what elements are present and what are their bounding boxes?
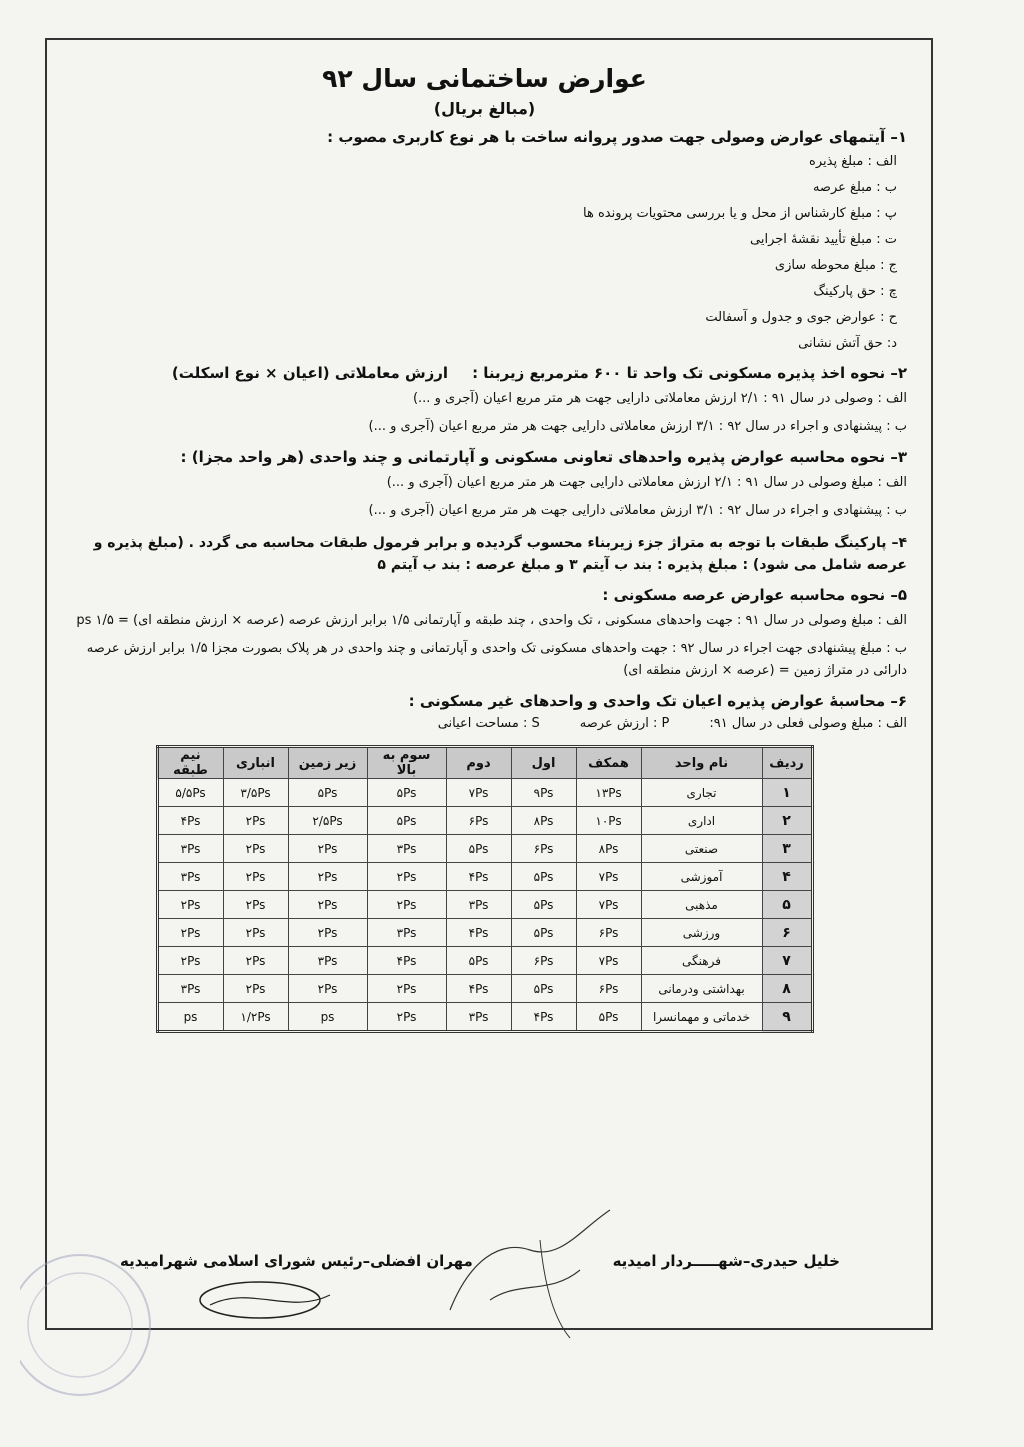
- section-2-formula: ارزش معاملاتی (اعیان × نوع اسکلت): [171, 364, 449, 382]
- rate-cell: ۷Ps: [576, 891, 641, 919]
- rate-cell: ۳Ps: [446, 1003, 511, 1032]
- unit-name: صنعتی: [641, 835, 762, 863]
- rate-cell: ۸Ps: [576, 835, 641, 863]
- rate-cell: ۲Ps: [367, 863, 446, 891]
- rate-cell: ۲Ps: [367, 975, 446, 1003]
- mayor-signature-image: [430, 1200, 630, 1340]
- rate-cell: ۱۳Ps: [576, 779, 641, 807]
- section-5-heading: ۵– نحوه محاسبه عوارض عرصه مسکونی :: [602, 586, 907, 604]
- rate-cell: ۸Ps: [511, 807, 576, 835]
- section-1-item: د: حق آتش نشانی: [798, 336, 897, 351]
- section-4-text: ۴– پارکینگ طبقات با توجه به متراژ جزء زیربناء محسوب گردیده و برابر فرمول طبقات محاسبه می گردد . (مبلغ پذیره و عرصه شامل می شود) : مبلغ پذیره : بند ب آیتم ۳ و مبلغ عرصه : بند ب آیتم ۵: [93, 535, 907, 573]
- table-row: [157, 1003, 812, 1032]
- header-ground-floor: همکف: [576, 747, 641, 779]
- rate-cell: ۲Ps: [157, 891, 223, 919]
- rate-cell: ۵Ps: [511, 891, 576, 919]
- section-1-item: الف : مبلغ پذیره: [809, 154, 897, 169]
- header-basement: زیر زمین: [288, 747, 367, 779]
- table-row: [157, 835, 812, 863]
- rate-cell: ps: [157, 1003, 223, 1032]
- rate-cell: ۲Ps: [157, 947, 223, 975]
- rate-cell: ۲Ps: [223, 919, 288, 947]
- rate-cell: ۲Ps: [288, 975, 367, 1003]
- rate-cell: ۳Ps: [157, 863, 223, 891]
- council-signature-image: [190, 1270, 350, 1330]
- section-2-title: ۲– نحوه اخذ پذیره مسکونی تک واحد تا ۶۰۰ مترمربع زیربنا :: [472, 364, 907, 382]
- rate-cell: ۹Ps: [511, 779, 576, 807]
- header-third-and-above: سوم به بالا: [367, 747, 446, 779]
- table-row: [157, 975, 812, 1003]
- rate-cell: ۷Ps: [576, 947, 641, 975]
- header-row-number: ردیف: [762, 747, 812, 779]
- document-title: عوارض ساختمانی سال ۹۲: [322, 64, 647, 93]
- rate-cell: ۵Ps: [446, 947, 511, 975]
- section-2-item-b: ب : پیشنهادی و اجراء در سال ۹۲ : ۳/۱ ارزش معاملاتی دارایی جهت هر متر مربع اعیان (آجری و ...): [368, 419, 907, 434]
- rate-cell: ۴Ps: [446, 975, 511, 1003]
- rate-cell: ۲Ps: [288, 919, 367, 947]
- rate-cell: ۵Ps: [511, 863, 576, 891]
- rate-cell: ۵Ps: [446, 835, 511, 863]
- p-definition: P : ارزش عرصه: [579, 716, 670, 731]
- section-2-item-a: الف : وصولی در سال ۹۱ : ۲/۱ ارزش معاملاتی دارایی جهت هر متر مربع اعیان (آجری و ...): [412, 391, 907, 406]
- rate-cell: ۱۰Ps: [576, 807, 641, 835]
- rate-cell: ۲Ps: [288, 891, 367, 919]
- rate-cell: ۶Ps: [511, 947, 576, 975]
- row-number: ۷: [762, 947, 812, 975]
- rate-cell: ۳Ps: [367, 919, 446, 947]
- rate-cell: ۴Ps: [446, 863, 511, 891]
- header-second-floor: دوم: [446, 747, 511, 779]
- row-number: ۱: [762, 779, 812, 807]
- section-6-heading: ۶– محاسبهٔ عوارض پذیره اعیان تک واحدی و واحدهای غیر مسکونی :: [408, 692, 907, 710]
- rate-cell: ۲Ps: [223, 947, 288, 975]
- header-mezzanine: نیم طبقه: [157, 747, 223, 779]
- section-5-item-a: الف : مبلغ وصولی در سال ۹۱ : جهت واحدهای مسکونی ، تک واحدی ، چند طبقه و آپارتمانی ۱/۵ برابر ارزش عرصه (عرصه × ارزش منطقه ای) = ۱/۵ ps: [76, 613, 907, 628]
- section-3-item-b: ب : پیشنهادی و اجراء در سال ۹۲ : ۳/۱ ارزش معاملاتی دارایی جهت هر متر مربع اعیان (آجری و ...): [368, 503, 907, 518]
- s-definition: S : مساحت اعیانی: [437, 716, 540, 731]
- unit-name: فرهنگی: [641, 947, 762, 975]
- council-head-signature-label: مهران افضلی–رئیس شورای اسلامی شهرامیدیه: [120, 1252, 473, 1270]
- section-1-item: چ : حق پارکینگ: [813, 284, 897, 299]
- table-row: [157, 919, 812, 947]
- table-row: [157, 807, 812, 835]
- section-1-item: پ : مبلغ کارشناس از محل و یا بررسی محتویات پرونده ها: [583, 206, 897, 221]
- rate-cell: ۴Ps: [511, 1003, 576, 1032]
- unit-name: مذهبی: [641, 891, 762, 919]
- rate-cell: ۶Ps: [446, 807, 511, 835]
- section-3-item-a: الف : مبلغ وصولی در سال ۹۱ : ۲/۱ ارزش معاملاتی دارایی جهت هر متر مربع اعیان (آجری و ...): [386, 475, 907, 490]
- rate-cell: ۳Ps: [446, 891, 511, 919]
- rate-cell: ۴Ps: [446, 919, 511, 947]
- row-number: ۴: [762, 863, 812, 891]
- rate-cell: ۳Ps: [157, 975, 223, 1003]
- mayor-signature-label: خلیل حیدری–شهـــــردار امیدیه: [612, 1252, 840, 1270]
- rate-cell: ۳Ps: [367, 835, 446, 863]
- rate-cell: ۲/۵Ps: [288, 807, 367, 835]
- table-row: [157, 863, 812, 891]
- rate-cell: ۶Ps: [576, 919, 641, 947]
- rate-cell: ۲Ps: [367, 1003, 446, 1032]
- section-1-heading: ۱– آیتمهای عوارض وصولی جهت صدور پروانه ساخت با هر نوع کاربری مصوب :: [327, 128, 907, 146]
- rate-cell: ۴Ps: [157, 807, 223, 835]
- rate-cell: ۵Ps: [511, 975, 576, 1003]
- rate-cell: ۳Ps: [157, 835, 223, 863]
- rates-table: [156, 745, 814, 1033]
- document-subtitle: (مبالغ بریال): [433, 99, 536, 118]
- signature-block: [120, 1252, 840, 1270]
- unit-name: ورزشی: [641, 919, 762, 947]
- rate-cell: ۲Ps: [288, 835, 367, 863]
- section-3-heading: ۳– نحوه محاسبه عوارض پذیره واحدهای تعاونی مسکونی و آپارتمانی و چند واحدی (هر واحد مجزا) :: [180, 448, 907, 466]
- row-number: ۹: [762, 1003, 812, 1032]
- section-2-heading: [62, 364, 907, 382]
- section-1-item: ج : مبلغ محوطه سازی: [774, 258, 897, 273]
- unit-name: تجاری: [641, 779, 762, 807]
- rate-cell: ۵Ps: [288, 779, 367, 807]
- rate-cell: ۵Ps: [367, 807, 446, 835]
- rate-cell: ۶Ps: [511, 835, 576, 863]
- unit-name: بهداشتی ودرمانی: [641, 975, 762, 1003]
- rate-cell: ۲Ps: [223, 891, 288, 919]
- header-storage: انباری: [223, 747, 288, 779]
- section-6-current: الف : مبلغ وصولی فعلی در سال ۹۱:: [709, 716, 907, 731]
- rate-cell: ۲Ps: [288, 863, 367, 891]
- document-body: [62, 60, 907, 1033]
- rate-cell: ۲Ps: [367, 891, 446, 919]
- rate-cell: ۴Ps: [367, 947, 446, 975]
- rate-cell: ۱/۲Ps: [223, 1003, 288, 1032]
- rate-cell: ۲Ps: [223, 807, 288, 835]
- rate-cell: ۷Ps: [446, 779, 511, 807]
- section-1-item: ب : مبلغ عرصه: [812, 180, 897, 195]
- rate-cell: ۶Ps: [576, 975, 641, 1003]
- table-header-row: [157, 747, 812, 779]
- rate-cell: ۲Ps: [223, 975, 288, 1003]
- rate-cell: ۵/۵Ps: [157, 779, 223, 807]
- table-row: [157, 891, 812, 919]
- section-5-item-b: ب : مبلغ پیشنهادی جهت اجراء در سال ۹۲ : جهت واحدهای مسکونی تک واحدی و آپارتمانی و چند واحدی در هر پلاک بصورت مجزا ۱/۵ برابر ارزش عرصه دارائی در متراژ زمین = (عرصه × ارزش منطقه ای): [86, 641, 907, 678]
- rate-cell: ۲Ps: [223, 835, 288, 863]
- unit-name: آموزشی: [641, 863, 762, 891]
- row-number: ۵: [762, 891, 812, 919]
- section-6-definitions: [62, 716, 907, 731]
- rate-cell: ps: [288, 1003, 367, 1032]
- unit-name: خدماتی و مهمانسرا: [641, 1003, 762, 1032]
- row-number: ۸: [762, 975, 812, 1003]
- table-row: [157, 779, 812, 807]
- section-1-item: ت : مبلغ تأیید نقشهٔ اجرایی: [750, 232, 897, 247]
- rate-cell: ۲Ps: [157, 919, 223, 947]
- header-first-floor: اول: [511, 747, 576, 779]
- table-row: [157, 947, 812, 975]
- row-number: ۶: [762, 919, 812, 947]
- rate-cell: ۵Ps: [367, 779, 446, 807]
- table-body: [157, 779, 812, 1032]
- unit-name: اداری: [641, 807, 762, 835]
- rate-cell: ۳Ps: [288, 947, 367, 975]
- rate-cell: ۲Ps: [223, 863, 288, 891]
- rate-cell: ۵Ps: [511, 919, 576, 947]
- rate-cell: ۷Ps: [576, 863, 641, 891]
- header-unit-name: نام واحد: [641, 747, 762, 779]
- row-number: ۲: [762, 807, 812, 835]
- rate-cell: ۳/۵Ps: [223, 779, 288, 807]
- rate-cell: ۵Ps: [576, 1003, 641, 1032]
- section-1-item: ح : عوارض جوی و جدول و آسفالت: [705, 310, 897, 325]
- row-number: ۳: [762, 835, 812, 863]
